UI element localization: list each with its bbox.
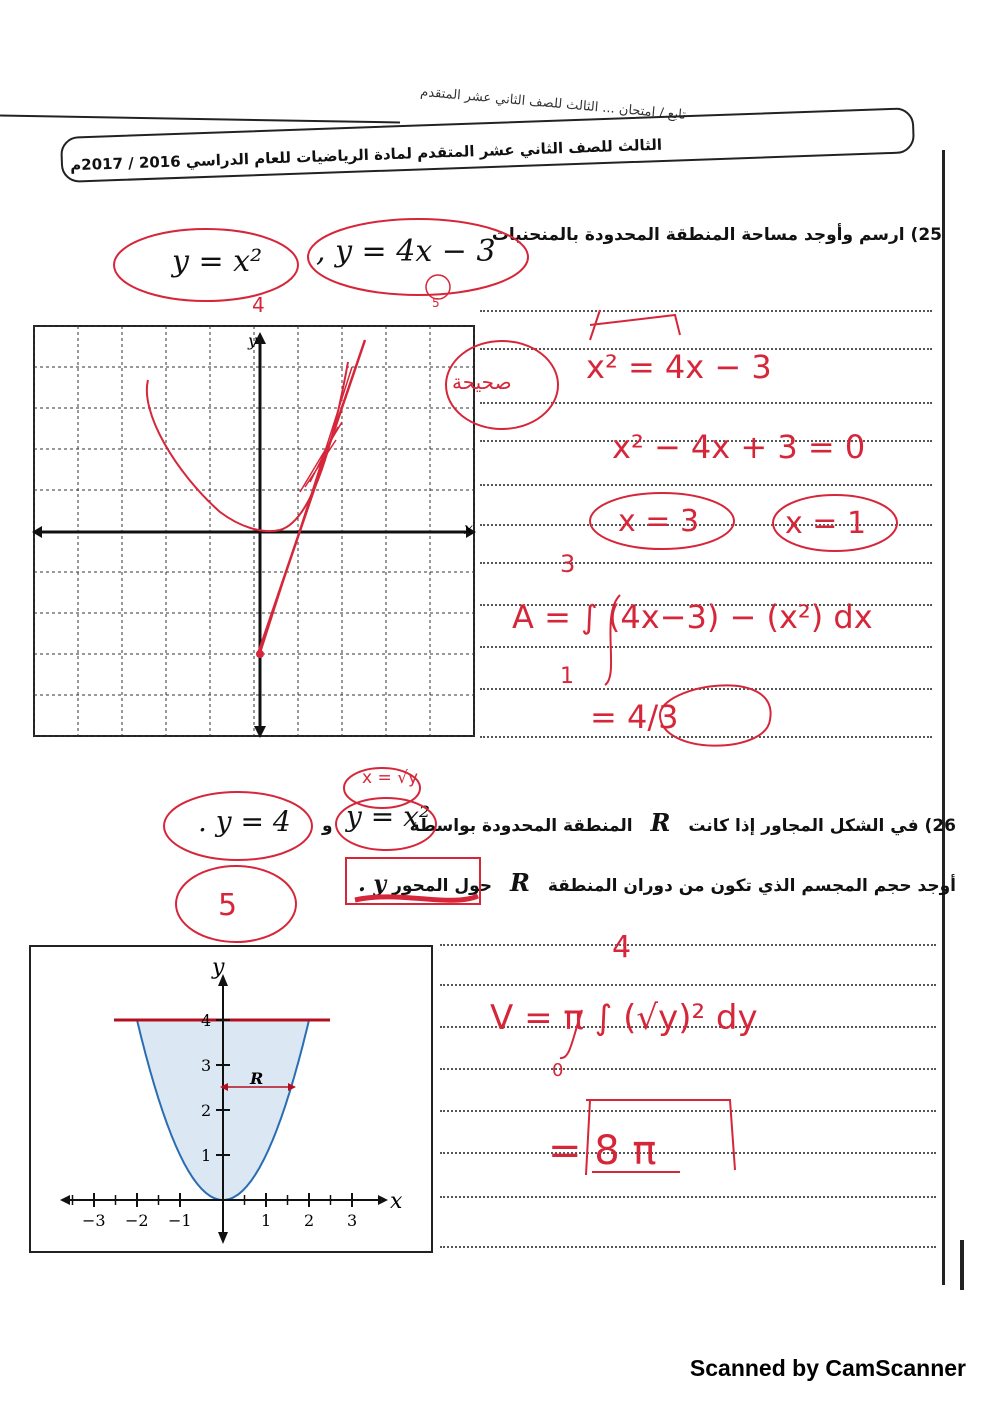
q26-line2-suffix: حول المحور [392,876,493,896]
q26-x-tick-label: 2 [304,1211,315,1230]
q25-hw-marks [100,215,950,775]
q25-number: 25) [910,225,942,245]
hw-integral: A = ∫ (4x−3) − (x²) dx [512,598,873,636]
q26-line2-prefix: أوجد حجم المجسم الذي تكون من دوران المنطقة [547,876,956,896]
hw-volume-integral: V = π ∫ (√y)² dy [490,998,758,1038]
page-top-rule [0,115,400,124]
hw-root1: x = 3 [618,504,700,539]
hw-q25-circle-mark: 5 [432,296,440,310]
q26-number: 26) [924,816,956,836]
q26-y-label: y [212,955,225,980]
q26-line2-axis: y . [358,871,387,897]
q26-y-tick-label: 1 [201,1146,212,1165]
q26-conj: و [322,816,333,836]
page-right-border-bottom [960,1240,964,1290]
q26-line1-prefix: في الشكل المجاور إذا كانت [688,816,919,836]
q26-x-tick-label: 3 [347,1211,358,1230]
hw-q26-score: 5 [218,888,238,923]
q26-line1-suffix: المنطقة المحدودة بواسطة [409,816,633,836]
q25-text: ارسم وأوجد مساحة المنطقة المحدودة بالمنحنيات [491,225,905,245]
q26-y-tick-label: 4 [201,1011,212,1030]
header-top-line: تابع / امتحان ... الثالث للصف الثاني عشر المتقدم [419,84,687,123]
q25-curve2: , y = 4x − 3 [316,234,496,269]
q26-x-label: x [390,1189,403,1214]
q26-x-tick-label: −1 [168,1211,192,1230]
q25-curve1: y = x² [172,244,263,279]
scanner-watermark: Scanned by CamScanner [689,1355,966,1381]
hw-q26-note: x = √y [362,768,419,788]
hw-answer25: = 4/3 [590,698,679,736]
hw-integral-lower: 1 [560,664,574,689]
hw-step2: x² − 4x + 3 = 0 [612,428,866,466]
header-title: الثالث للصف الثاني عشر المتقدم لمادة الرياضيات للعام الدراسي 2016 / 2017م [69,135,663,175]
q26-x-tick-label: 1 [261,1211,272,1230]
hw-root2: x = 1 [785,506,867,541]
q26-y-tick-label: 3 [201,1056,212,1075]
q25-y-label: y [248,331,258,350]
hw-step1: x² = 4x − 3 [586,348,772,386]
q26-figure [28,944,434,1256]
q26-hw-marks [160,760,500,950]
q26-region-symbol: R [650,808,671,837]
q26-x-tick-label: −2 [125,1211,149,1230]
hw-answer26: = 8 π [548,1128,657,1174]
hw-integral-upper: 3 [560,550,576,578]
q26-curve-a: y = x² [346,800,431,833]
q26-region-label: R [250,1069,264,1088]
q25-x-label: x [464,519,474,538]
q26-line2-region: R [509,868,530,897]
q26-curve-b: . y = 4 [198,805,291,838]
hw-q25-score-label: 4 [252,293,265,317]
q26-x-tick-label: −3 [82,1211,106,1230]
hw-volume-upper: 4 [612,930,632,965]
q26-y-tick-label: 2 [201,1101,212,1120]
hw-q25-note: صحيحة [452,370,512,394]
hw-volume-lower: 0 [552,1060,564,1081]
